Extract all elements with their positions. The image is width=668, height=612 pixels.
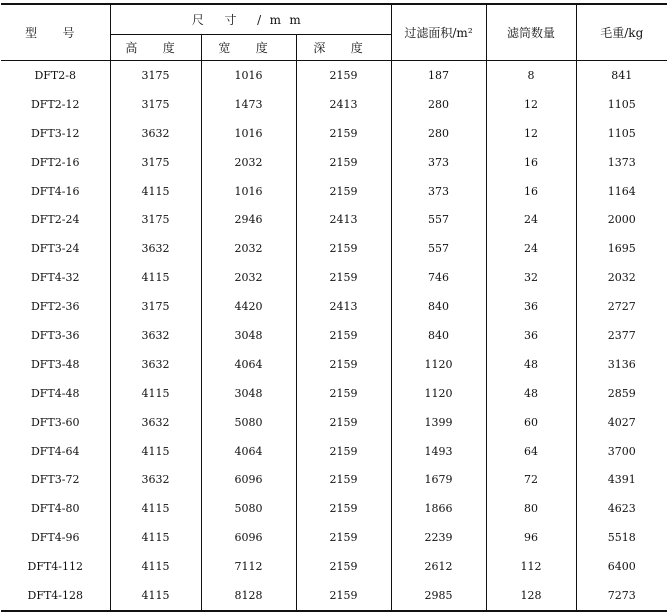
cell-width: 3048 bbox=[201, 321, 296, 350]
cell-cartridge-count: 12 bbox=[486, 119, 576, 148]
cell-cartridge-count: 48 bbox=[486, 350, 576, 379]
cell-filter-area: 187 bbox=[391, 61, 486, 90]
cell-depth: 2159 bbox=[296, 263, 391, 292]
header-cartridge-count: 滤筒数量 bbox=[486, 4, 576, 61]
cell-gross-weight: 4027 bbox=[576, 408, 667, 437]
cell-model: DFT2-16 bbox=[30, 155, 80, 169]
cell-height: 3175 bbox=[110, 292, 201, 321]
cell-gross-weight: 3136 bbox=[576, 350, 667, 379]
cell-cartridge-count: 96 bbox=[486, 523, 576, 552]
cell-cartridge-count: 128 bbox=[486, 581, 576, 611]
table-row bbox=[1, 552, 667, 581]
table-row bbox=[1, 350, 667, 379]
cell-gross-weight: 4623 bbox=[576, 494, 667, 523]
cell-model: DFT2-36 bbox=[30, 300, 80, 314]
header-width: 宽 度 bbox=[201, 35, 296, 61]
cell-cartridge-count: 48 bbox=[486, 379, 576, 408]
cell-height: 3632 bbox=[110, 119, 201, 148]
cell-filter-area: 557 bbox=[391, 234, 486, 263]
cell-filter-area: 373 bbox=[391, 148, 486, 177]
header-model: 型 号 bbox=[1, 4, 110, 61]
cell-depth: 2413 bbox=[296, 90, 391, 119]
table-row bbox=[1, 321, 667, 350]
cell-depth: 2159 bbox=[296, 581, 391, 611]
table-row bbox=[1, 205, 667, 234]
cell-model: DFT4-96 bbox=[30, 531, 80, 545]
cell-model: DFT4-112 bbox=[27, 560, 83, 574]
cell-depth: 2159 bbox=[296, 408, 391, 437]
cell-cartridge-count: 80 bbox=[486, 494, 576, 523]
table-row bbox=[1, 234, 667, 263]
table-row bbox=[1, 408, 667, 437]
cell-gross-weight: 1105 bbox=[576, 119, 667, 148]
cell-depth: 2159 bbox=[296, 177, 391, 206]
cell-height: 3632 bbox=[110, 350, 201, 379]
table-row bbox=[1, 379, 667, 408]
cell-depth: 2159 bbox=[296, 494, 391, 523]
cell-depth: 2413 bbox=[296, 292, 391, 321]
cell-depth: 2159 bbox=[296, 379, 391, 408]
cell-width: 1473 bbox=[201, 90, 296, 119]
cell-height: 4115 bbox=[110, 263, 201, 292]
header-height: 高 度 bbox=[110, 35, 201, 61]
cell-cartridge-count: 60 bbox=[486, 408, 576, 437]
cell-filter-area: 1679 bbox=[391, 465, 486, 494]
cell-height: 4115 bbox=[110, 523, 201, 552]
table-row bbox=[1, 90, 667, 119]
table-header bbox=[1, 4, 667, 61]
cell-height: 3632 bbox=[110, 234, 201, 263]
cell-height: 3175 bbox=[110, 61, 201, 90]
cell-filter-area: 373 bbox=[391, 177, 486, 206]
cell-model: DFT4-80 bbox=[30, 502, 80, 516]
cell-cartridge-count: 32 bbox=[486, 263, 576, 292]
table-row bbox=[1, 465, 667, 494]
cell-width: 8128 bbox=[201, 581, 296, 611]
cell-depth: 2159 bbox=[296, 437, 391, 466]
cell-model: DFT2-12 bbox=[30, 97, 80, 111]
cell-depth: 2413 bbox=[296, 205, 391, 234]
cell-width: 4064 bbox=[201, 437, 296, 466]
cell-model: DFT4-64 bbox=[30, 444, 80, 458]
cell-width: 2032 bbox=[201, 148, 296, 177]
cell-depth: 2159 bbox=[296, 119, 391, 148]
cell-filter-area: 1120 bbox=[391, 350, 486, 379]
header-filter-area: 过滤面积/m² bbox=[391, 4, 486, 61]
cell-height: 3175 bbox=[110, 90, 201, 119]
cell-gross-weight: 6400 bbox=[576, 552, 667, 581]
cell-model: DFT3-12 bbox=[30, 126, 80, 140]
table-row bbox=[1, 494, 667, 523]
cell-model: DFT4-16 bbox=[30, 184, 80, 198]
cell-filter-area: 840 bbox=[391, 321, 486, 350]
cell-width: 7112 bbox=[201, 552, 296, 581]
cell-width: 5080 bbox=[201, 408, 296, 437]
cell-height: 3632 bbox=[110, 408, 201, 437]
cell-model: DFT4-32 bbox=[30, 271, 80, 285]
cell-cartridge-count: 36 bbox=[486, 321, 576, 350]
cell-height: 4115 bbox=[110, 581, 201, 611]
header-depth: 深 度 bbox=[296, 35, 391, 61]
table-row bbox=[1, 523, 667, 552]
cell-filter-area: 1120 bbox=[391, 379, 486, 408]
cell-gross-weight: 2727 bbox=[576, 292, 667, 321]
table-body bbox=[1, 61, 667, 611]
cell-model: DFT2-24 bbox=[30, 213, 80, 227]
table-row bbox=[1, 61, 667, 90]
cell-model: DFT3-60 bbox=[30, 415, 80, 429]
cell-width: 5080 bbox=[201, 494, 296, 523]
cell-depth: 2159 bbox=[296, 552, 391, 581]
cell-depth: 2159 bbox=[296, 321, 391, 350]
cell-gross-weight: 2859 bbox=[576, 379, 667, 408]
cell-gross-weight: 1695 bbox=[576, 234, 667, 263]
cell-filter-area: 1493 bbox=[391, 437, 486, 466]
cell-gross-weight: 841 bbox=[576, 61, 667, 90]
cell-filter-area: 280 bbox=[391, 119, 486, 148]
cell-cartridge-count: 16 bbox=[486, 177, 576, 206]
cell-width: 4064 bbox=[201, 350, 296, 379]
cell-width: 1016 bbox=[201, 61, 296, 90]
table-row bbox=[1, 581, 667, 611]
table-row bbox=[1, 148, 667, 177]
cell-cartridge-count: 24 bbox=[486, 205, 576, 234]
cell-depth: 2159 bbox=[296, 148, 391, 177]
cell-model: DFT4-128 bbox=[1, 581, 110, 611]
cell-depth: 2159 bbox=[296, 523, 391, 552]
cell-model: DFT2-8 bbox=[34, 68, 76, 82]
cell-cartridge-count: 64 bbox=[486, 437, 576, 466]
cell-width: 1016 bbox=[201, 177, 296, 206]
cell-height: 4115 bbox=[110, 177, 201, 206]
cell-filter-area: 1866 bbox=[391, 494, 486, 523]
cell-filter-area: 2612 bbox=[391, 552, 486, 581]
cell-depth: 2159 bbox=[296, 350, 391, 379]
cell-width: 2032 bbox=[201, 234, 296, 263]
cell-height: 4115 bbox=[110, 379, 201, 408]
cell-gross-weight: 2032 bbox=[576, 263, 667, 292]
cell-gross-weight: 3700 bbox=[576, 437, 667, 466]
cell-cartridge-count: 36 bbox=[486, 292, 576, 321]
cell-model: DFT3-48 bbox=[30, 357, 80, 371]
header-dimensions: 尺 寸 /mm bbox=[110, 4, 391, 35]
cell-filter-area: 1399 bbox=[391, 408, 486, 437]
cell-filter-area: 2985 bbox=[391, 581, 486, 611]
header-gross-weight: 毛重/kg bbox=[576, 4, 667, 61]
cell-width: 6096 bbox=[201, 523, 296, 552]
cell-gross-weight: 5518 bbox=[576, 523, 667, 552]
cell-depth: 2159 bbox=[296, 234, 391, 263]
cell-height: 3175 bbox=[110, 148, 201, 177]
cell-filter-area: 746 bbox=[391, 263, 486, 292]
cell-model: DFT4-48 bbox=[30, 386, 80, 400]
cell-depth: 2159 bbox=[296, 61, 391, 90]
cell-cartridge-count: 24 bbox=[486, 234, 576, 263]
cell-cartridge-count: 8 bbox=[486, 61, 576, 90]
cell-gross-weight: 2377 bbox=[576, 321, 667, 350]
spec-table bbox=[1, 3, 667, 612]
cell-gross-weight: 1164 bbox=[576, 177, 667, 206]
cell-gross-weight: 1373 bbox=[576, 148, 667, 177]
table-row bbox=[1, 263, 667, 292]
cell-model: DFT3-24 bbox=[30, 242, 80, 256]
cell-model: DFT3-36 bbox=[30, 328, 80, 342]
cell-gross-weight: 1105 bbox=[576, 90, 667, 119]
cell-cartridge-count: 12 bbox=[486, 90, 576, 119]
table-row bbox=[1, 119, 667, 148]
cell-cartridge-count: 112 bbox=[486, 552, 576, 581]
cell-cartridge-count: 16 bbox=[486, 148, 576, 177]
cell-gross-weight: 4391 bbox=[576, 465, 667, 494]
cell-height: 4115 bbox=[110, 552, 201, 581]
cell-width: 4420 bbox=[201, 292, 296, 321]
cell-model: DFT3-72 bbox=[30, 473, 80, 487]
cell-height: 4115 bbox=[110, 494, 201, 523]
table-row bbox=[1, 177, 667, 206]
cell-cartridge-count: 72 bbox=[486, 465, 576, 494]
cell-filter-area: 840 bbox=[391, 292, 486, 321]
cell-width: 1016 bbox=[201, 119, 296, 148]
cell-width: 2032 bbox=[201, 263, 296, 292]
cell-width: 2946 bbox=[201, 205, 296, 234]
table-row bbox=[1, 292, 667, 321]
cell-gross-weight: 2000 bbox=[576, 205, 667, 234]
cell-height: 3175 bbox=[110, 205, 201, 234]
cell-width: 6096 bbox=[201, 465, 296, 494]
table-row bbox=[1, 437, 667, 466]
cell-height: 3632 bbox=[110, 321, 201, 350]
cell-gross-weight: 7273 bbox=[576, 581, 667, 611]
cell-filter-area: 280 bbox=[391, 90, 486, 119]
cell-depth: 2159 bbox=[296, 465, 391, 494]
cell-filter-area: 557 bbox=[391, 205, 486, 234]
cell-width: 3048 bbox=[201, 379, 296, 408]
cell-height: 3632 bbox=[110, 465, 201, 494]
cell-height: 4115 bbox=[110, 437, 201, 466]
cell-filter-area: 2239 bbox=[391, 523, 486, 552]
